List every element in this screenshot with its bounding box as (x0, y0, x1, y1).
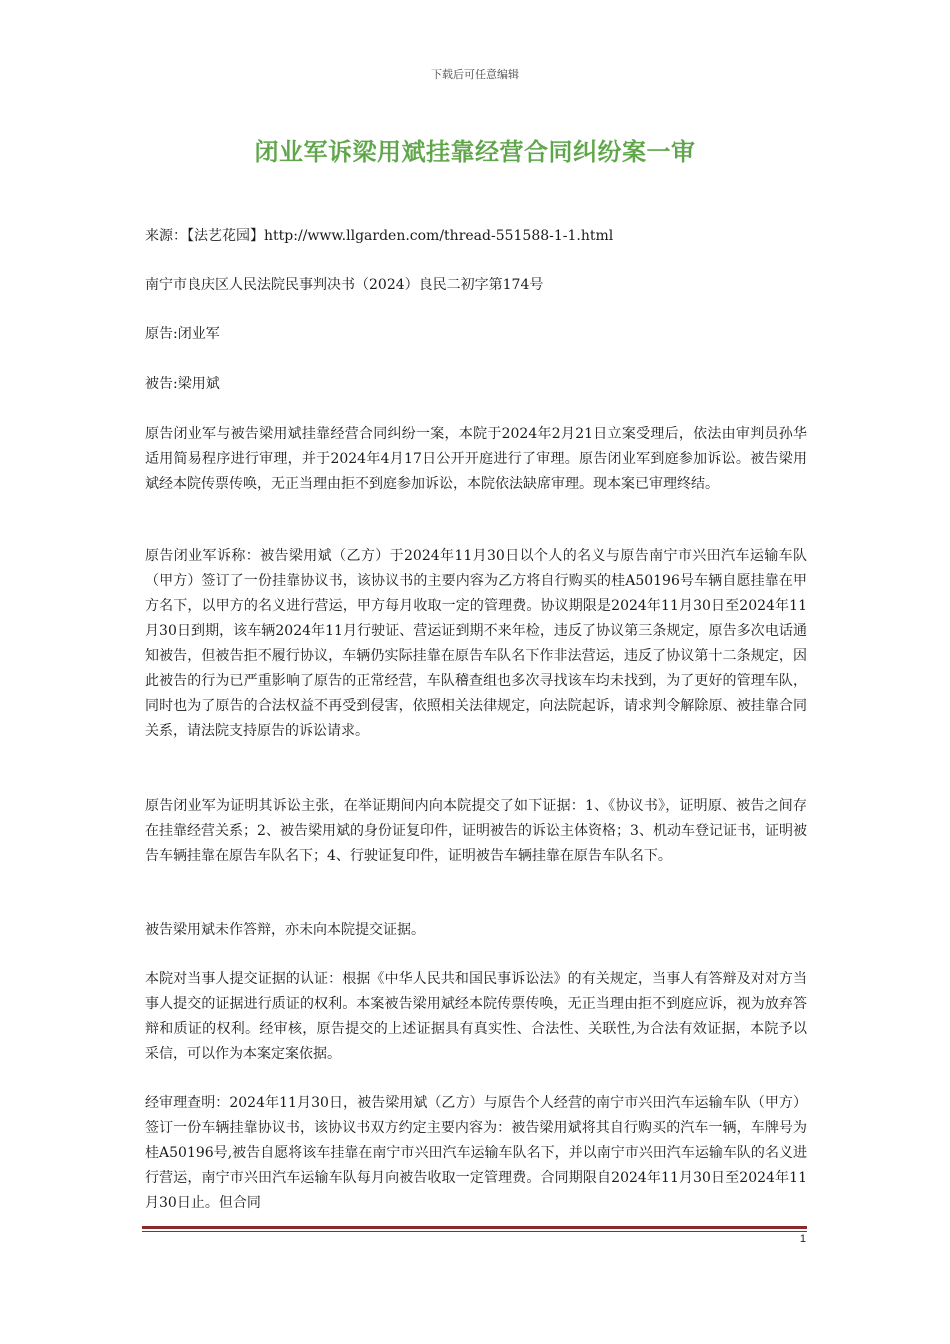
paragraph-evidence: 原告闭业军为证明其诉讼主张，在举证期间内向本院提交了如下证据：1、《协议书》，证明原、被告之间存在挂靠经营关系；2、被告梁用斌的身份证复印件，证明被告的诉讼主体资格；3、机动车登记证书，证明被告车辆挂靠在原告车队名下；4、行驶证复印件，证明被告车辆挂靠在原告车队名下。 (145, 798, 807, 864)
plaintiff-line (145, 322, 807, 347)
paragraph-block-claim (145, 544, 807, 744)
paragraph-block-no-defense (145, 918, 807, 943)
case-number-line (145, 273, 807, 298)
paragraph-claim: 原告闭业军诉称：被告梁用斌（乙方）于2024年11月30日以个人的名义与原告南宁市兴田汽车运输车队（甲方）签订了一份挂靠协议书，该协议书的主要内容为乙方将自行购买的桂A50196号车辆自愿挂靠在甲方名下，以甲方的名义进行营运，甲方每月收取一定的管理费。协议期限是2024年11月30日至2024年11月30日到期，该车辆2024年11月行驶证、营运证到期不来年检，违反了协议第三条规定，原告多次电话通知被告，但被告拒不履行协议，车辆仍实际挂靠在原告车队名下作非法营运，违反了协议第十二条规定，因此被告的行为已严重影响了原告的正常经营，车队稽查组也多次寻找该车均未找到，为了更好的管理车队，同时也为了原告的合法权益不再受到侵害，依照相关法律规定，向法院起诉，请求判令解除原、被挂靠合同关系，请法院支持原告的诉讼请求。 (145, 548, 807, 739)
footer-rule-thick (142, 1226, 807, 1229)
page-header-note: 下载后可任意编辑 (431, 68, 519, 81)
footer-rule-thin (142, 1231, 807, 1232)
paragraph-case-number: 南宁市良庆区人民法院民事判决书（2024）良民二初字第174号 (145, 277, 544, 293)
paragraph-intro: 原告闭业军与被告梁用斌挂靠经营合同纠纷一案，本院于2024年2月21日立案受理后，依法由审判员孙华适用简易程序进行审理，并于2024年4月17日公开开庭进行了审理。原告闭业军到庭参加诉讼。被告梁用斌经本院传票传唤，无正当理由拒不到庭参加诉讼，本院依法缺席审理。现本案已审理终结。 (145, 426, 807, 492)
paragraph-block-intro (145, 422, 807, 497)
paragraph-no-defense: 被告梁用斌未作答辩，亦未向本院提交证据。 (145, 922, 425, 938)
defendant-line (145, 372, 807, 397)
paragraph-plaintiff: 原告:闭业军 (145, 326, 220, 342)
paragraph-block-evidence (145, 794, 807, 869)
paragraph-source: 来源：【法艺花园】http://www.llgarden.com/thread-551588-1-1.html (145, 228, 614, 244)
source-line (145, 224, 807, 249)
paragraph-block-findings (145, 1091, 807, 1216)
page-number: 1 (799, 1233, 806, 1245)
paragraph-certification: 本院对当事人提交证据的认证：根据《中华人民共和国民事诉讼法》的有关规定，当事人有答辩及对对方当事人提交的证据进行质证的权利。本案被告梁用斌经本院传票传唤，无正当理由拒不到庭应诉，视为放弃答辩和质证的权利。经审核，原告提交的上述证据具有真实性、合法性、关联性,为合法有效证据，本院予以采信，可以作为本案定案依据。 (145, 971, 807, 1062)
document-title: 闭业军诉梁用斌挂靠经营合同纠纷案一审 (254, 138, 696, 166)
paragraph-defendant: 被告:梁用斌 (145, 376, 220, 392)
paragraph-block-certification (145, 967, 807, 1067)
paragraph-findings: 经审理查明：2024年11月30日，被告梁用斌（乙方）与原告个人经营的南宁市兴田汽车运输车队（甲方）签订一份车辆挂靠协议书，该协议书双方约定主要内容为：被告梁用斌将其自行购买的汽车一辆，车牌号为桂A50196号,被告自愿将该车挂靠在南宁市兴田汽车运输车队名下，并以南宁市兴田汽车运输车队的名义进行营运，南宁市兴田汽车运输车队每月向被告收取一定管理费。合同期限自2024年11月30日至2024年11月30日止。但合同 (145, 1095, 807, 1211)
